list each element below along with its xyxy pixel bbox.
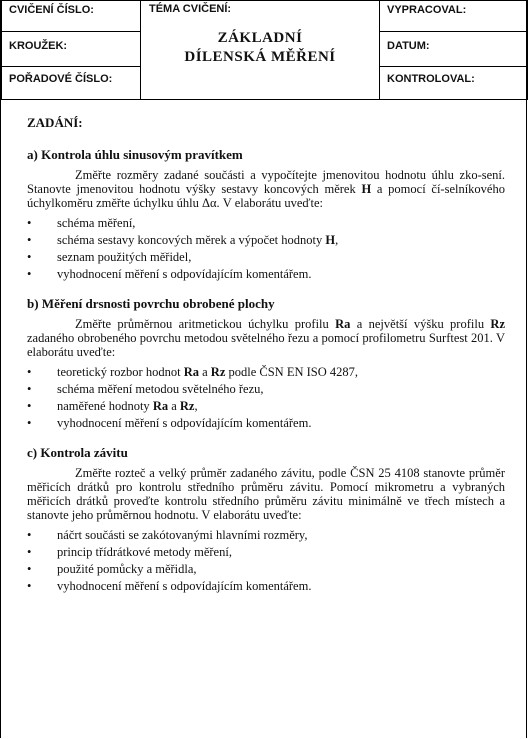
header-table [1,0,528,100]
list-item: • vyhodnocení měření s odpovídajícím komentářem. [27,416,312,430]
kontroloval-cell [380,67,528,100]
section-c-paragraph: Změřte rozteč a velký průměr zadaného závitu, podle ČSN 25 4108 stanovte průměr měřicích drátků pro kontrolu středního průměru závitu. Pomocí mikrometru a vybraných měřicích drátků proveďte kontrolu středního průměru závitu minimálně ve třech místech a stanovte jeho průměrnou hodnotu. V elaborátu uveďte: [27,466,505,522]
list-item: • schéma měření metodou světelného řezu, [27,382,264,396]
list-item: • schéma sestavy koncových měrek a výpočet hodnoty H, [27,233,339,247]
title-line-1: ZÁKLADNÍ [217,30,303,46]
krouzek-label: KROUŽEK: [9,40,68,52]
datum-label: DATUM: [387,40,430,52]
cviceni-cislo-label: CVIČENÍ ČÍSLO: [9,4,94,16]
cviceni-cislo-cell [2,1,141,32]
title-line-2: DÍLENSKÁ MĚŘENÍ [184,49,336,65]
section-b-list [27,365,505,430]
section-b-heading: b) Měření drsnosti povrchu obrobené plochy [27,296,275,311]
datum-cell [380,32,528,67]
vypracoval-cell [380,1,528,32]
section-a-list [27,216,505,281]
section-b-paragraph: Změřte průměrnou aritmetickou úchylku profilu Ra a největší výšku profilu Rz zadaného obrobeného povrchu metodou světelného řezu a pomocí profilometru Surftest 201. V elaborátu uveďte: [27,317,505,359]
list-item: • princip třídrátkové metody měření, [27,545,232,559]
section-c-list [27,528,505,593]
section-c-heading: c) Kontrola závitu [27,445,128,460]
list-item: • vyhodnocení měření s odpovídajícím komentářem. [27,579,312,593]
list-item: • naměřené hodnoty Ra a Rz, [27,399,198,413]
list-item: • použité pomůcky a měřidla, [27,562,197,576]
assignment-content [27,116,505,609]
kontroloval-label: KONTROLOVAL: [387,73,475,85]
list-item: • schéma měření, [27,216,136,230]
list-item: • vyhodnocení měření s odpovídajícím komentářem. [27,267,312,281]
krouzek-cell [2,32,141,67]
list-item: • seznam použitých měřidel, [27,250,192,264]
tema-cviceni-cell [141,1,380,100]
section-a-heading: a) Kontrola úhlu sinusovým pravítkem [27,147,243,162]
list-item: • teoretický rozbor hodnot Ra a Rz podle ČSN EN ISO 4287, [27,365,359,379]
tema-cviceni-label: TÉMA CVIČENÍ: [149,3,232,15]
zadani-heading: ZADÁNÍ: [27,115,83,130]
section-a-paragraph: Změřte rozměry zadané součásti a vypočítejte jmenovitou hodnotu úhlu zko-sení. Stanovte jmenovitou hodnotu výšky sestavy koncových měrek H a pomocí čí-selníkového úchylkoměru změřte úchylku úhlu Δα. V elaborátu uveďte: [27,168,505,210]
exercise-title [141,29,379,67]
vypracoval-label: VYPRACOVAL: [387,4,467,16]
poradove-cislo-label: POŘADOVÉ ČÍSLO: [9,73,113,85]
poradove-cislo-cell [2,67,141,100]
list-item: • náčrt součásti se zakótovanými hlavními rozměry, [27,528,308,542]
